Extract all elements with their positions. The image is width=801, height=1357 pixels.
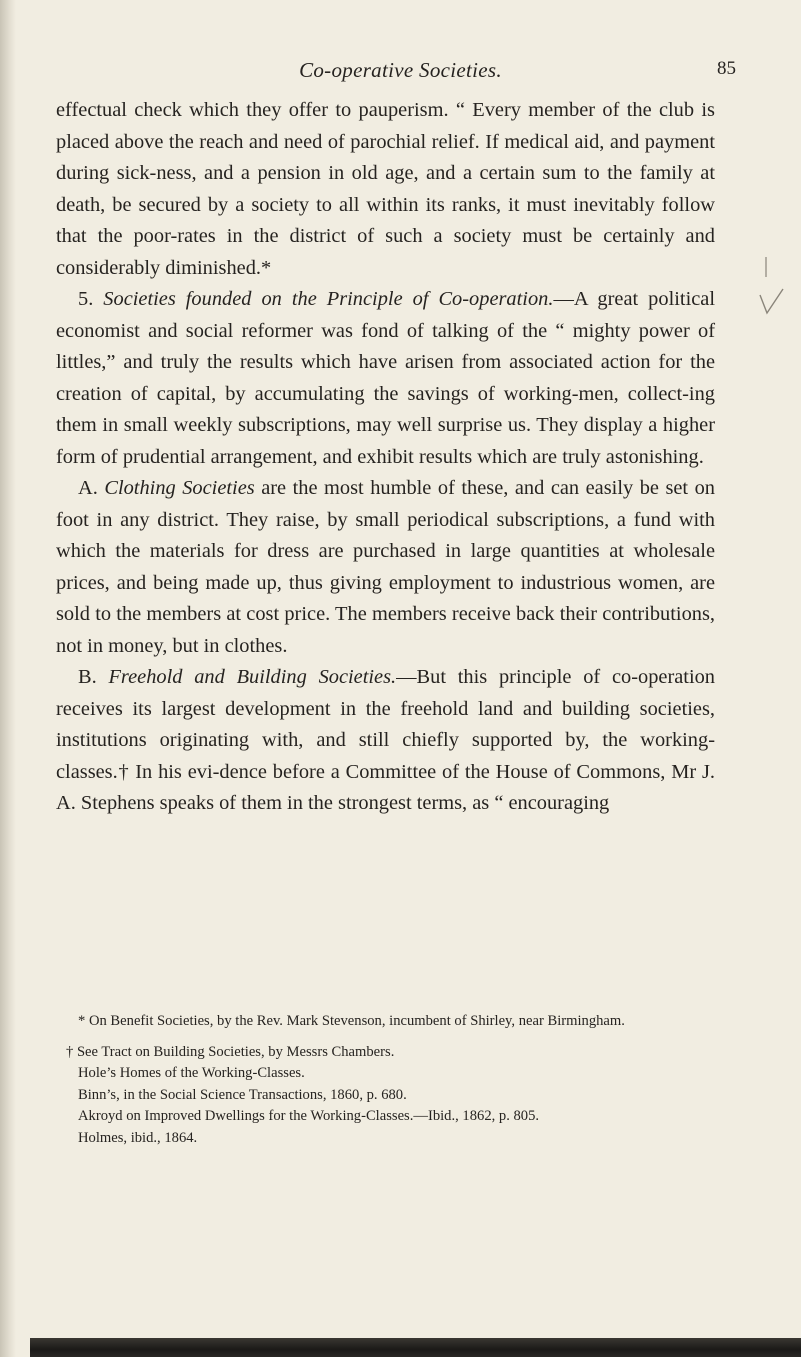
footnotes xyxy=(66,1011,718,1149)
page-edge-shadow xyxy=(30,1338,801,1357)
footnote-dagger-line: Binn’s, in the Social Science Transactions, 1860, p. 680. xyxy=(78,1086,407,1103)
pencil-margin-mark-icon xyxy=(757,255,785,317)
building-societies-paragraph xyxy=(56,662,715,820)
running-title: Co-operative Societies. xyxy=(299,58,502,82)
clothing-societies-text: are the most humble of these, and can easily be set on foot in any district. They raise, by small periodical subscriptions, a fund with which the materials for dress are purchased in large quantities at wholesale prices, and being made up, thus giving employment to industrious women, are sold to the members at cost price. The members receive back their contributions, not in money, but in clothes. xyxy=(56,477,716,657)
subsection-a-letter: A. xyxy=(78,477,105,499)
paragraph-pauperism: effectual check which they offer to pauperism. “ Every member of the club is placed above the reach and need of parochial relief. If medical aid, and payment during sick-ness, and a pension in old age, and a certain sum to the family at death, be secured by a society to all within its ranks, it must inevitably follow that the poor-rates in the district of such a society must be certainly and considerably diminished.* xyxy=(56,99,715,279)
footnote-dagger-line: † See Tract on Building Societies, by Messrs Chambers. xyxy=(66,1043,395,1060)
footnote-asterisk: * On Benefit Societies, by the Rev. Mark Stevenson, incumbent of Shirley, near Birmingham. xyxy=(78,1013,625,1029)
clothing-societies-title: Clothing Societies xyxy=(104,477,255,499)
page-header xyxy=(0,58,801,88)
subsection-b-letter: B. xyxy=(78,666,109,688)
footnote-dagger-line: Holmes, ibid., 1864. xyxy=(78,1129,198,1146)
footnote-dagger-line: Akroyd on Improved Dwellings for the Working-Classes.—Ibid., 1862, p. 805. xyxy=(78,1108,540,1124)
section-5-number: 5. xyxy=(78,288,104,310)
footnote-dagger-line: Hole’s Homes of the Working-Classes. xyxy=(78,1065,305,1081)
section-5-text: —A great political economist and social reformer was fond of talking of the “ mighty power of littles,” and truly the results which have arisen from associated action for the creation of capital, by accumulating the savings of working-men, collect-ing them in small weekly subscriptions, may well surprise us. They display a higher form of prudential arrangement, and exhibit results which are truly astonishing. xyxy=(56,288,715,468)
building-societies-title: Freehold and Building Societies. xyxy=(108,666,397,688)
page-number: 85 xyxy=(717,58,736,79)
section-5-title: Societies founded on the Principle of Co-operation. xyxy=(103,288,554,310)
building-societies-text: —But this principle of co-operation receives its largest development in the freehold land and building societies, institutions originating with, and still chiefly supported by, the working-classes.† In his evi-dence before a Committee of the House of Commons, Mr J. A. Stephens speaks of them in the strongest terms, as “ encouraging xyxy=(56,666,716,814)
section-5-paragraph xyxy=(56,284,715,473)
clothing-societies-paragraph xyxy=(56,473,715,662)
body-text xyxy=(56,95,715,820)
binding-shadow xyxy=(0,0,16,1357)
